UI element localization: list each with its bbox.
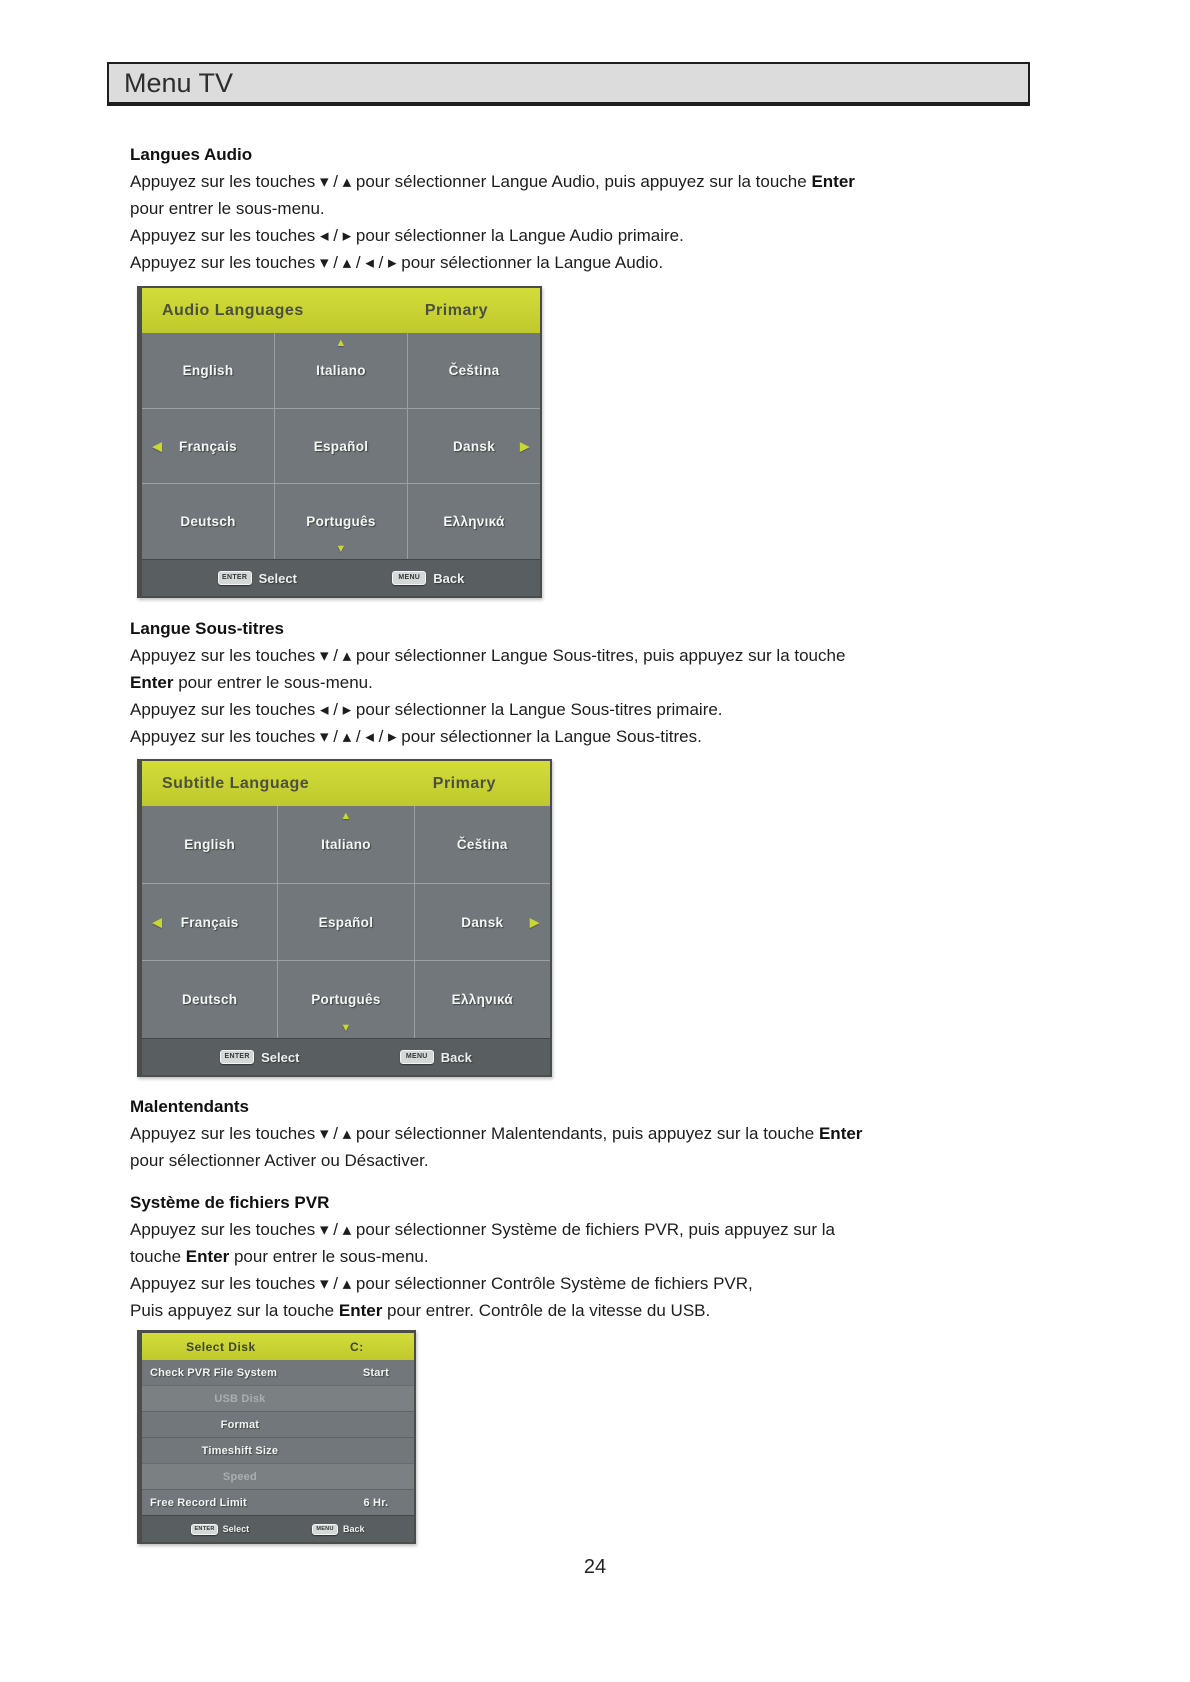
pvr-row-value: 6 Hr.	[363, 1496, 389, 1509]
language-cell: Čeština	[414, 806, 550, 883]
section-malentendants	[130, 1093, 1035, 1174]
paragraph-line: Appuyez sur les touches ▾ / ▴ pour sélectionner Langue Sous-titres, puis appuyez sur la touche	[130, 646, 846, 665]
back-label: Back	[440, 1049, 472, 1065]
paragraph-line: Appuyez sur les touches ▾ / ▴ pour sélectionner Malentendants, puis appuyez sur la touche Enter	[130, 1124, 863, 1143]
language-cell: Deutsch	[181, 992, 238, 1008]
menu-key-badge: MENU	[400, 1050, 434, 1064]
paragraph-line: Enter pour entrer le sous-menu.	[130, 673, 373, 692]
section-langue-sous-titres	[130, 615, 1035, 750]
page-content	[130, 141, 1035, 1544]
language-cell	[142, 884, 277, 961]
language-cell: Ελληνικά	[414, 961, 550, 1038]
select-label: Select	[222, 1524, 250, 1534]
pvr-menu-row	[142, 1489, 414, 1515]
section-systeme-fichiers-pvr	[130, 1189, 1035, 1324]
pvr-menu-row	[142, 1411, 414, 1437]
down-arrow-icon: ▼	[340, 1022, 352, 1035]
menu-title-bar	[142, 761, 550, 806]
paragraph-line: Puis appuyez sur la touche Enter pour entrer. Contrôle de la vitesse du USB.	[130, 1301, 711, 1320]
menu-title: Subtitle Language	[162, 774, 310, 792]
enter-select-hint	[218, 571, 297, 586]
menu-column-header: Primary	[424, 301, 488, 319]
menu-back-hint	[392, 571, 464, 586]
page-title-banner	[107, 62, 1030, 106]
audio-languages-menu-screenshot	[137, 286, 542, 598]
pvr-row-label: Check PVR File System	[150, 1366, 278, 1379]
menu-row	[142, 883, 550, 961]
enter-select-hint	[191, 1524, 249, 1535]
left-arrow-icon: ◀	[152, 914, 163, 930]
up-arrow-icon: ▲	[335, 337, 347, 349]
menu-body	[142, 333, 540, 559]
menu-row	[142, 408, 540, 484]
menu-footer	[142, 559, 540, 596]
pvr-row-label: Speed	[222, 1470, 257, 1483]
menu-row	[142, 960, 550, 1038]
back-label: Back	[433, 570, 465, 586]
language-label: Português	[311, 992, 381, 1008]
enter-select-hint	[220, 1050, 299, 1065]
menu-column-header: Primary	[432, 774, 496, 792]
section-paragraph	[130, 642, 1035, 750]
language-cell: Čeština	[407, 333, 540, 408]
section-paragraph	[130, 168, 1035, 276]
language-cell	[274, 333, 407, 408]
language-cell	[407, 409, 540, 484]
pvr-menu-row	[142, 1463, 414, 1489]
enter-key-badge: ENTER	[218, 571, 252, 585]
paragraph-line: Appuyez sur les touches ▾ / ▴ pour sélectionner Langue Audio, puis appuyez sur la touche Enter	[130, 172, 855, 191]
language-label: Dansk	[452, 438, 496, 454]
language-cell	[142, 409, 274, 484]
language-cell	[414, 884, 550, 961]
paragraph-line: Appuyez sur les touches ▾ / ▴ / ◂ / ▸ pour sélectionner la Langue Audio.	[130, 253, 664, 272]
right-arrow-icon: ▶	[519, 438, 530, 454]
language-label: Italiano	[321, 836, 371, 852]
subtitle-language-menu-screenshot	[137, 759, 552, 1077]
menu-row	[142, 483, 540, 559]
select-label: Select	[258, 570, 297, 586]
section-langues-audio	[130, 141, 1035, 276]
section-paragraph	[130, 1216, 1035, 1324]
language-label: Português	[306, 514, 376, 530]
language-cell: Español	[274, 409, 407, 484]
language-cell: Ελληνικά	[407, 484, 540, 559]
section-heading: Système de fichiers PVR	[130, 1193, 330, 1212]
page-title: Menu TV	[124, 67, 234, 98]
paragraph-line: pour sélectionner Activer ou Désactiver.	[130, 1151, 429, 1170]
menu-body	[142, 806, 550, 1038]
menu-title-bar	[142, 288, 540, 333]
menu-key-badge: MENU	[392, 571, 426, 585]
pvr-menu-row	[142, 1437, 414, 1463]
pvr-row-label: Format	[220, 1418, 260, 1431]
menu-footer	[142, 1038, 550, 1075]
menu-row	[142, 333, 540, 408]
pvr-file-system-menu-screenshot	[137, 1330, 416, 1544]
language-cell	[277, 961, 413, 1038]
menu-title-bar	[142, 1333, 414, 1360]
language-label: Français	[180, 914, 239, 930]
paragraph-line: Appuyez sur les touches ▾ / ▴ pour sélectionner Système de fichiers PVR, puis appuyez sur la	[130, 1220, 835, 1239]
select-label: Select	[261, 1049, 300, 1065]
menu-key-badge: MENU	[312, 1524, 338, 1535]
language-label: Dansk	[461, 914, 504, 930]
language-label: Français	[179, 438, 237, 454]
language-cell: English	[184, 836, 236, 852]
paragraph-line: pour entrer le sous-menu.	[130, 199, 325, 218]
menu-back-hint	[400, 1050, 472, 1065]
language-cell: English	[182, 362, 234, 378]
right-arrow-icon: ▶	[529, 914, 540, 930]
section-paragraph	[130, 1120, 1035, 1174]
menu-title: Audio Languages	[162, 301, 304, 319]
language-cell: Español	[277, 884, 413, 961]
paragraph-line: Appuyez sur les touches ▾ / ▴ / ◂ / ▸ pour sélectionner la Langue Sous-titres.	[130, 727, 702, 746]
paragraph-line: Appuyez sur les touches ◂ / ▸ pour sélectionner la Langue Audio primaire.	[130, 226, 684, 245]
menu-footer	[142, 1515, 414, 1542]
enter-key-badge: ENTER	[191, 1524, 217, 1535]
left-arrow-icon: ◀	[152, 438, 163, 454]
page-number: 24	[583, 1556, 607, 1578]
pvr-header-label: Select Disk	[186, 1339, 256, 1354]
pvr-row-value: Start	[362, 1366, 389, 1379]
section-heading: Langue Sous-titres	[130, 619, 284, 638]
pvr-header-value: C:	[350, 1339, 364, 1354]
pvr-menu-row	[142, 1385, 414, 1411]
language-label: Italiano	[316, 362, 366, 378]
down-arrow-icon: ▼	[335, 543, 347, 556]
pvr-menu-row	[142, 1360, 414, 1385]
language-cell	[274, 484, 407, 559]
menu-body	[142, 1360, 414, 1515]
back-label: Back	[343, 1524, 365, 1534]
paragraph-line: Appuyez sur les touches ◂ / ▸ pour sélectionner la Langue Sous-titres primaire.	[130, 700, 723, 719]
section-heading: Malentendants	[130, 1097, 250, 1116]
menu-back-hint	[312, 1524, 365, 1535]
pvr-row-label: USB Disk	[214, 1392, 266, 1405]
paragraph-line: Appuyez sur les touches ▾ / ▴ pour sélectionner Contrôle Système de fichiers PVR,	[130, 1274, 753, 1293]
language-cell	[277, 806, 413, 883]
pvr-row-label: Free Record Limit	[150, 1496, 247, 1509]
paragraph-line: touche Enter pour entrer le sous-menu.	[130, 1247, 429, 1266]
language-cell: Deutsch	[180, 514, 236, 530]
menu-row	[142, 806, 550, 883]
enter-key-badge: ENTER	[220, 1050, 254, 1064]
section-heading: Langues Audio	[130, 145, 253, 164]
up-arrow-icon: ▲	[340, 810, 352, 822]
pvr-row-label: Timeshift Size	[201, 1444, 279, 1457]
